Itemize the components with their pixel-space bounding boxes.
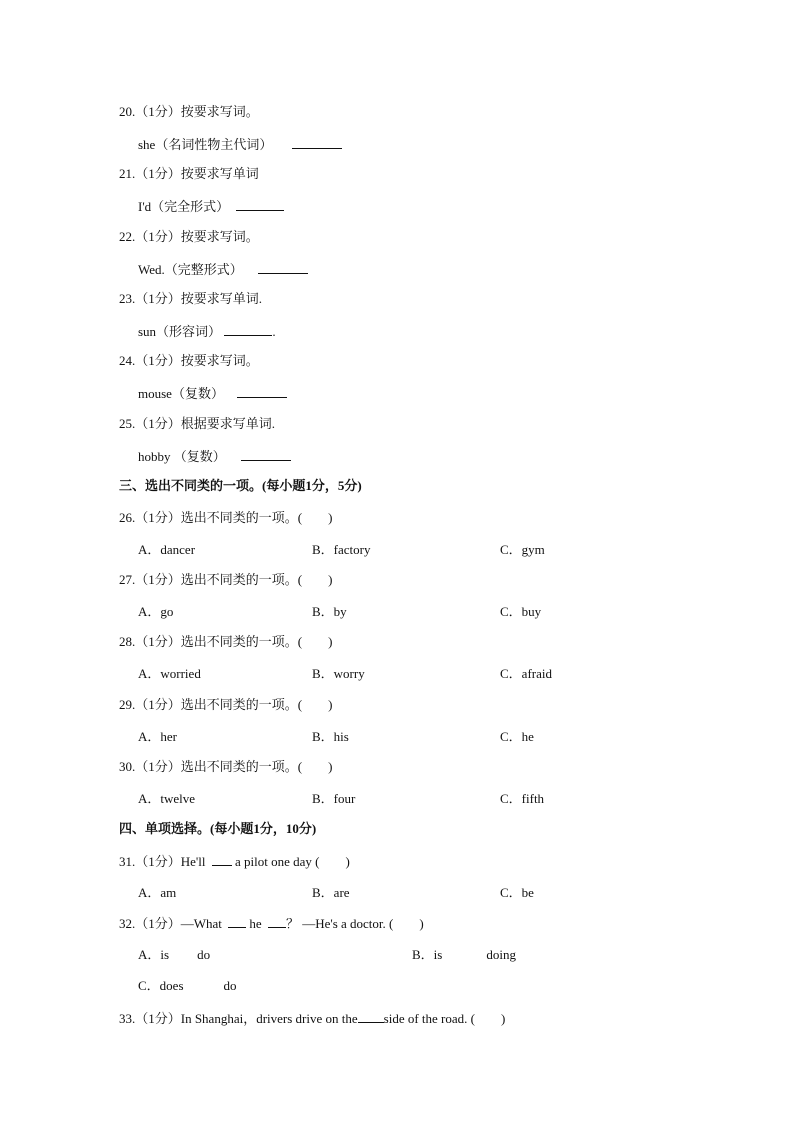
- option-b-second: doing: [486, 947, 516, 962]
- option-c-second: do: [223, 978, 237, 993]
- option-a-first: A．is: [138, 947, 170, 962]
- answer-blank[interactable]: [212, 853, 232, 866]
- question-28-stem: 28.（1分）选出不同类的一项。( ): [119, 634, 333, 649]
- option-b[interactable]: B．his: [312, 729, 349, 744]
- stem-text: side of the road. ( ): [383, 1011, 506, 1026]
- question-25-prompt: [138, 448, 291, 465]
- question-25-stem: 25.（1分）根据要求写单词.: [119, 416, 276, 431]
- option-b[interactable]: [412, 947, 516, 963]
- option-a[interactable]: A．twelve: [138, 791, 196, 806]
- question-30-stem: 30.（1分）选出不同类的一项。( ): [119, 759, 333, 774]
- question-23-prompt: [138, 323, 276, 340]
- answer-blank[interactable]: [224, 323, 272, 336]
- section-4-title: 四、单项选择。(每小题1分，10分): [119, 821, 317, 836]
- question-21-stem: 21.（1分）按要求写单词: [119, 166, 259, 181]
- option-b[interactable]: B．four: [312, 791, 356, 806]
- option-c-first: C．does: [138, 978, 184, 993]
- question-27-stem: 27.（1分）选出不同类的一项。( ): [119, 572, 333, 587]
- answer-blank[interactable]: [358, 1010, 384, 1023]
- option-a[interactable]: A．go: [138, 604, 174, 619]
- option-c[interactable]: [138, 978, 237, 994]
- question-22-stem: 22.（1分）按要求写词。: [119, 229, 259, 244]
- option-c[interactable]: C．be: [500, 885, 534, 900]
- question-20-prompt: [138, 136, 342, 153]
- option-b[interactable]: B．by: [312, 604, 347, 619]
- question-22-prompt: [138, 261, 308, 278]
- prompt-text: Wed.（完整形式）: [138, 262, 243, 277]
- stem-text: he: [249, 916, 262, 931]
- answer-blank[interactable]: [228, 915, 246, 928]
- answer-blank[interactable]: [268, 915, 286, 928]
- option-b[interactable]: B．worry: [312, 666, 365, 681]
- stem-text: a pilot one day ( ): [234, 854, 350, 869]
- option-a[interactable]: A．her: [138, 729, 177, 744]
- question-23-stem: 23.（1分）按要求写单词.: [119, 291, 263, 306]
- stem-text: 32.（1分）—What: [119, 916, 222, 931]
- option-c[interactable]: C．he: [500, 729, 534, 744]
- prompt-text: she（名词性物主代词）: [138, 137, 273, 152]
- option-b-first: B．is: [412, 947, 443, 962]
- question-32-stem: [119, 915, 424, 932]
- question-24-stem: 24.（1分）按要求写词。: [119, 353, 259, 368]
- option-a[interactable]: A．worried: [138, 666, 201, 681]
- answer-blank[interactable]: [292, 136, 342, 149]
- question-29-stem: 29.（1分）选出不同类的一项。( ): [119, 697, 333, 712]
- question-26-stem: 26.（1分）选出不同类的一项。( ): [119, 510, 333, 525]
- prompt-suffix: .: [272, 324, 276, 339]
- option-c[interactable]: C．gym: [500, 542, 545, 557]
- answer-blank[interactable]: [258, 261, 308, 274]
- option-c[interactable]: C．buy: [500, 604, 542, 619]
- question-33-stem: [119, 1010, 505, 1027]
- answer-blank[interactable]: [241, 448, 291, 461]
- option-a[interactable]: A．dancer: [138, 542, 196, 557]
- question-24-prompt: [138, 385, 287, 402]
- prompt-text: hobby （复数）: [138, 449, 226, 464]
- question-21-prompt: [138, 198, 284, 215]
- answer-blank[interactable]: [236, 198, 284, 211]
- answer-blank[interactable]: [237, 385, 287, 398]
- option-c[interactable]: C．afraid: [500, 666, 552, 681]
- option-c[interactable]: C．fifth: [500, 791, 545, 806]
- option-a[interactable]: A．am: [138, 885, 177, 900]
- prompt-text: sun（形容词）: [138, 324, 222, 339]
- prompt-text: mouse（复数）: [138, 386, 224, 401]
- option-a-second: do: [197, 947, 211, 962]
- prompt-text: I'd（完全形式）: [138, 199, 230, 214]
- stem-text: 31.（1分）He'll: [119, 854, 206, 869]
- section-3-title: 三、选出不同类的一项。(每小题1分，5分): [119, 478, 362, 493]
- option-b[interactable]: B．are: [312, 885, 350, 900]
- question-31-stem: [119, 853, 350, 870]
- stem-text: ？ —He's a doctor. ( ): [285, 916, 424, 931]
- question-20-stem: 20.（1分）按要求写词。: [119, 104, 259, 119]
- option-a[interactable]: [138, 947, 210, 963]
- option-b[interactable]: B．factory: [312, 542, 371, 557]
- stem-text: 33.（1分）In Shanghai，drivers drive on the: [119, 1011, 358, 1026]
